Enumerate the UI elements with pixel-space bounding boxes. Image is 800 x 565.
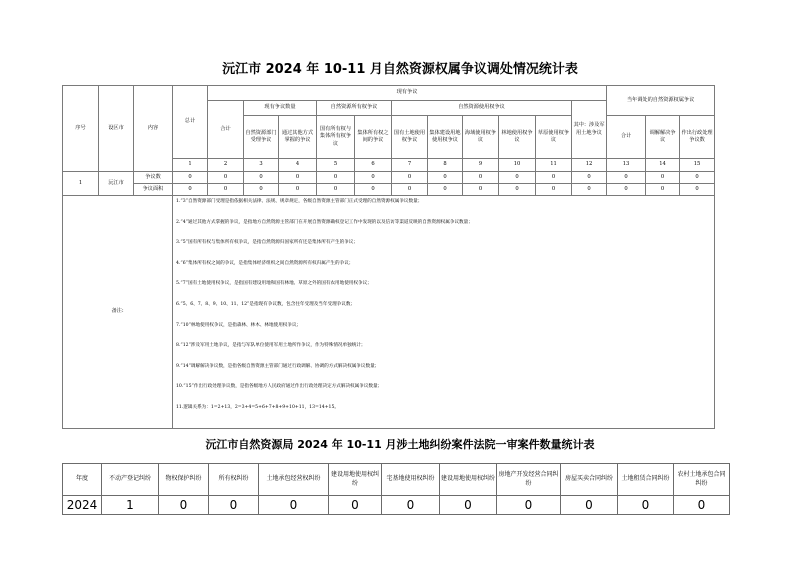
value-cell: 0 <box>259 496 329 515</box>
header-forest: 林地使用权争议 <box>499 116 536 159</box>
header-cell: 土地承包经营权纠纷 <box>259 464 329 496</box>
index-cell: 2 <box>208 159 244 172</box>
value-cell: 0 <box>561 496 618 515</box>
header-military: 其中：涉及军用土地争议 <box>572 101 607 159</box>
value-cell: 0 <box>329 496 382 515</box>
note-line: 11.逻辑关系为：1=2+13，2=3+4=5+6+7+8+9+10+11，13=14+15。 <box>176 404 339 410</box>
header-cell: 不动产登记纠纷 <box>102 464 159 496</box>
table-row <box>63 172 715 184</box>
index-cell: 13 <box>607 159 646 172</box>
note-line: 8.“12”涉及军用土地争议，是指与军队单位使用军用土地所作争议，作为特殊情况单独统计； <box>176 343 366 349</box>
value-cell: 0 <box>355 184 392 196</box>
header-collective-land: 集体建设用地使用权争议 <box>428 116 463 159</box>
value-cell: 0 <box>680 172 715 184</box>
index-cell: 6 <box>355 159 392 172</box>
table1-title: 沅江市 2024 年 10-11 月自然资源权属争议调处情况统计表 <box>222 62 578 77</box>
index-cell: 9 <box>463 159 499 172</box>
value-cell: 0 <box>209 496 259 515</box>
header-handled-sum: 合计 <box>607 116 646 159</box>
value-cell: 0 <box>618 496 674 515</box>
value-cell: 0 <box>159 496 209 515</box>
note-line: 1.“3”自然资源部门受理是指依据相关法律、法规、规章规定，各级自然资源主管部门正式受理的自然资源权属争议数量； <box>176 199 423 204</box>
index-cell: 12 <box>572 159 607 172</box>
header-state-land: 国有土地使用权争议 <box>392 116 428 159</box>
note-line: 5.“7”国有土地使用权争议，是指国有建设用地和国有林地、草原之外的国有农用地使用权争议； <box>176 281 372 287</box>
header-cell: 物权保护纠纷 <box>159 464 209 496</box>
row-seq: 1 <box>63 172 99 196</box>
note-line: 2.“4”通过其他方式掌握的争议，是指地方自然资源主管部门在开展自然资源确权登记工作中发现的以及信访等渠道反映的自然资源权属争议数量； <box>176 219 473 225</box>
header-ownership: 自然资源所有权争议 <box>317 101 392 116</box>
header-grass: 草原使用权争议 <box>536 116 572 159</box>
header-cell: 宅基地使用权纠纷 <box>382 464 440 496</box>
value-cell: 0 <box>463 184 499 196</box>
index-cell: 14 <box>646 159 680 172</box>
value-cell: 0 <box>428 172 463 184</box>
value-cell: 0 <box>674 496 730 515</box>
header-use-right: 自然资源使用权争议 <box>392 101 572 116</box>
header-cell: 房地产开发经营合同纠纷 <box>497 464 561 496</box>
header-existing: 现有争议 <box>208 86 607 101</box>
value-cell: 0 <box>536 172 572 184</box>
value-cell: 0 <box>646 184 680 196</box>
index-cell: 11 <box>536 159 572 172</box>
value-cell: 0 <box>536 184 572 196</box>
value-cell: 0 <box>208 172 244 184</box>
header-handled: 当年调处的自然资源权属争议 <box>607 86 715 116</box>
notes-label: 备注: <box>63 196 173 429</box>
note-line: 3.“5”国有所有权与集体所有权争议，是指自然资源归国家所有还是集体所有产生的争议； <box>176 240 358 246</box>
header-sea: 海域使用权争议 <box>463 116 499 159</box>
value-cell: 0 <box>607 172 646 184</box>
header-district: 设区市 <box>99 86 134 172</box>
table-row <box>63 184 715 196</box>
dispute-statistics-table <box>62 85 715 429</box>
header-total: 总计 <box>173 86 208 159</box>
index-cell: 7 <box>392 159 428 172</box>
note-line: 7.“10”林地使用权争议，是指森林、林木、林地使用权争议； <box>176 322 302 328</box>
value-cell: 0 <box>463 172 499 184</box>
header-existing-sum: 合计 <box>208 101 244 159</box>
value-cell: 0 <box>428 184 463 196</box>
index-cell: 5 <box>317 159 355 172</box>
value-cell: 0 <box>607 184 646 196</box>
header-year: 年度 <box>63 464 102 496</box>
row-content: 争议数 <box>134 172 173 184</box>
value-cell: 0 <box>680 184 715 196</box>
value-cell: 0 <box>499 184 536 196</box>
value-cell: 0 <box>244 172 279 184</box>
value-cell: 0 <box>173 184 208 196</box>
header-cell: 建设用地使用权纠纷 <box>329 464 382 496</box>
header-cell: 所有权纠纷 <box>209 464 259 496</box>
index-cell: 3 <box>244 159 279 172</box>
note-line: 9.“14”调解解决争议数，是指各级自然资源主管部门通过行政调解、协调的方式解决权属争议数量； <box>176 363 380 369</box>
value-cell: 0 <box>392 184 428 196</box>
value-cell: 0 <box>382 496 440 515</box>
value-cell: 0 <box>572 172 607 184</box>
table-row <box>63 496 730 515</box>
value-cell: 0 <box>497 496 561 515</box>
value-cell: 0 <box>499 172 536 184</box>
index-cell: 1 <box>173 159 208 172</box>
table2-title: 沅江市自然资源局 2024 年 10-11 月涉土地纠纷案件法院一审案件数量统计表 <box>205 438 595 451</box>
value-cell: 0 <box>572 184 607 196</box>
value-cell: 0 <box>208 184 244 196</box>
value-cell: 0 <box>355 172 392 184</box>
header-cell: 农村土地承包合同纠纷 <box>674 464 730 496</box>
header-cell: 房屋买卖合同纠纷 <box>561 464 618 496</box>
court-cases-table <box>62 463 730 515</box>
header-collective: 集体所有权之间的争议 <box>355 116 392 159</box>
header-cell: 土地租赁合同纠纷 <box>618 464 674 496</box>
value-cell: 0 <box>646 172 680 184</box>
header-content: 内容 <box>134 86 173 172</box>
value-cell: 0 <box>317 184 355 196</box>
note-line: 10.“15”作出行政处理争议数，是指各级地方人民政府通过作出行政处理决定方式解决权属争议数量； <box>176 384 383 390</box>
value-cell: 0 <box>440 496 497 515</box>
header-admin: 作出行政处理争议数 <box>680 116 715 159</box>
header-seq: 序号 <box>63 86 99 172</box>
index-cell: 15 <box>680 159 715 172</box>
header-existing-count: 现有争议数量 <box>244 101 317 116</box>
notes-cell <box>173 196 715 429</box>
header-state-collective: 国有所有权与集体所有权争议 <box>317 116 355 159</box>
header-other-method: 通过其他方式掌握的争议 <box>279 116 317 159</box>
value-cell: 0 <box>173 172 208 184</box>
value-cell: 0 <box>279 184 317 196</box>
value-cell: 1 <box>102 496 159 515</box>
index-cell: 4 <box>279 159 317 172</box>
value-cell: 0 <box>317 172 355 184</box>
header-cell: 建设用地使用权纠纷 <box>440 464 497 496</box>
index-cell: 8 <box>428 159 463 172</box>
header-dept-accept: 自然资源部门受理争议 <box>244 116 279 159</box>
index-cell: 10 <box>499 159 536 172</box>
value-cell: 0 <box>279 172 317 184</box>
value-cell: 2024 <box>63 496 102 515</box>
note-line: 6.“5、6、7、8、9、10、11、12”是指现有争议数，包含往年受理及当年受理争议数； <box>176 301 356 307</box>
value-cell: 0 <box>392 172 428 184</box>
value-cell: 0 <box>244 184 279 196</box>
header-mediation: 调解解决争议 <box>646 116 680 159</box>
row-content: 争议面积 <box>134 184 173 196</box>
note-line: 4.“6”集体所有权之间的争议，是指集体经济组织之间自然资源所有权归属产生的争议； <box>176 260 354 266</box>
row-district: 沅江市 <box>99 172 134 196</box>
